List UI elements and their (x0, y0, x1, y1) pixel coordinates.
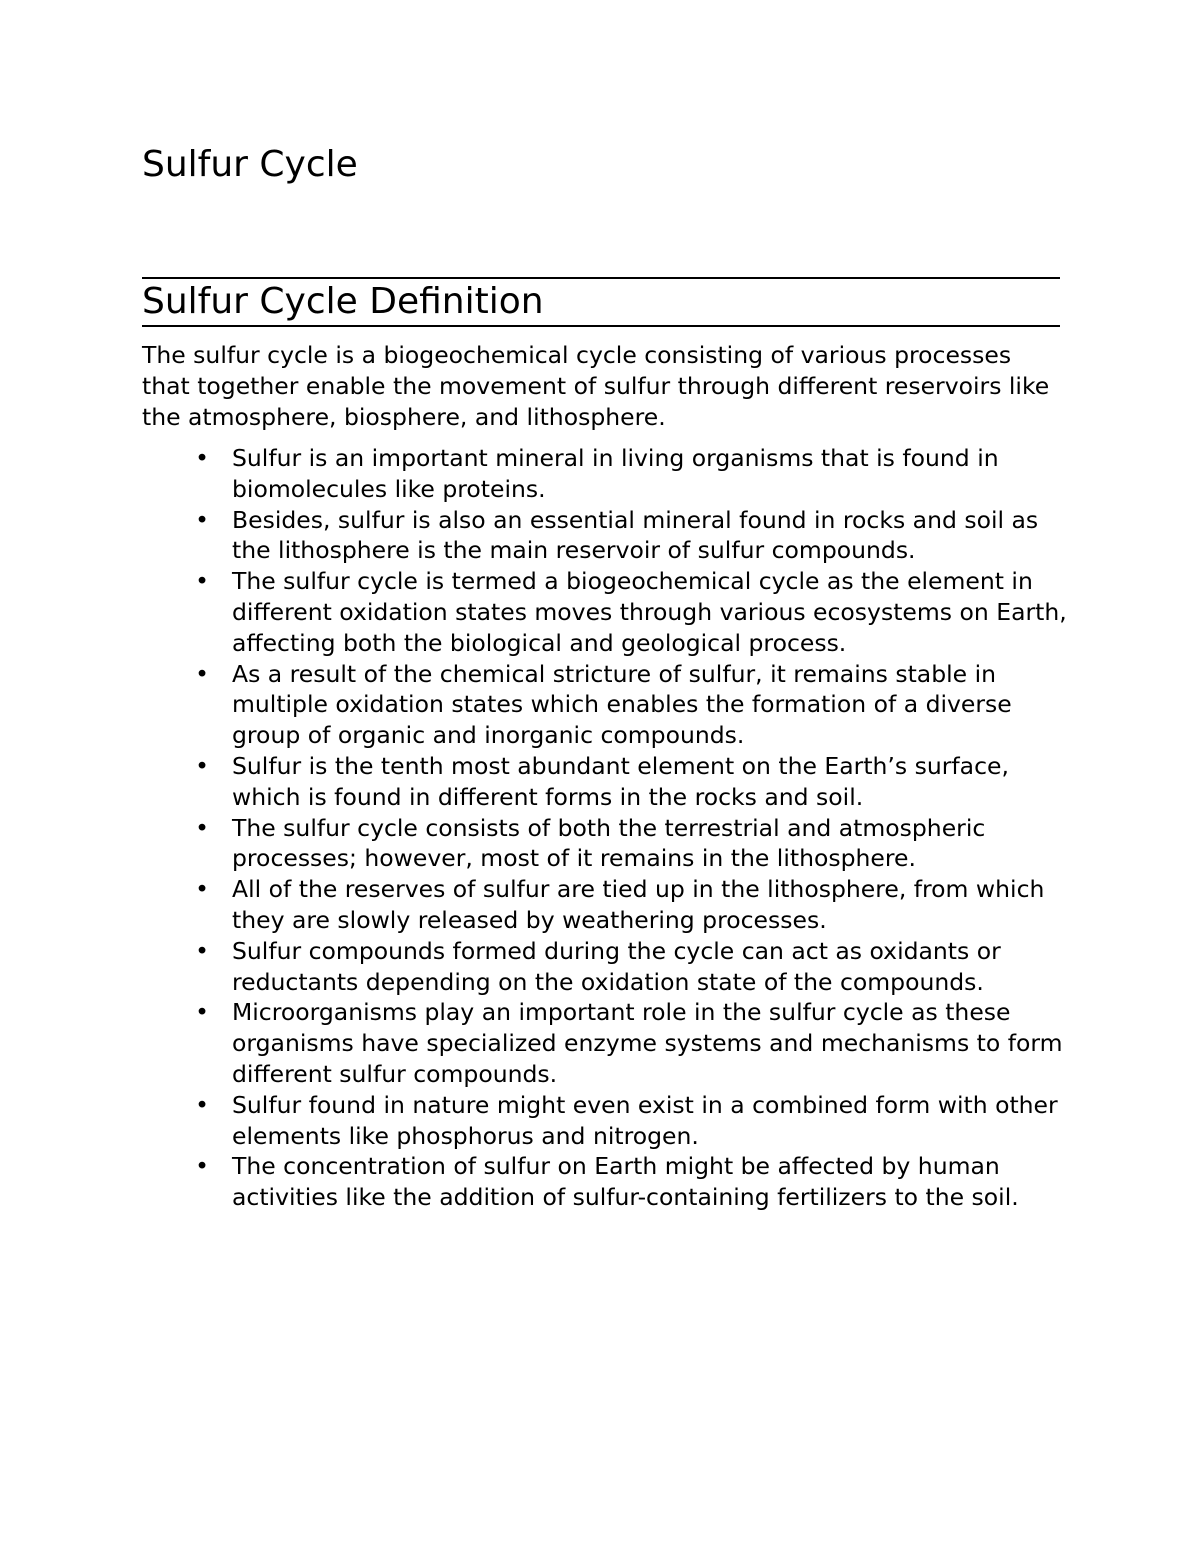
list-item-text: The sulfur cycle is termed a biogeochemical cycle as the element in different oxidation states moves through various ecosystems on Earth, affecting both the biological and geological process. (232, 567, 1067, 657)
bullet-icon: • (195, 659, 209, 688)
list-item (192, 751, 1072, 813)
bullet-icon: • (195, 1090, 209, 1119)
list-item-text: The sulfur cycle consists of both the terrestrial and atmospheric processes; however, most of it remains in the lithosphere. (232, 813, 986, 873)
list-item-text: The concentration of sulfur on Earth might be affected by human activities like the addition of sulfur-containing fertilizers to the soil. (232, 1152, 1019, 1212)
bullet-list (192, 443, 1072, 1213)
list-item (192, 874, 1072, 936)
bullet-icon: • (195, 998, 209, 1027)
bullet-icon: • (195, 751, 209, 780)
list-item (192, 1090, 1072, 1152)
list-item (192, 505, 1072, 567)
bullet-icon: • (195, 875, 209, 904)
bullet-icon: • (195, 1152, 209, 1181)
list-item (192, 659, 1072, 751)
list-item-text: As a result of the chemical stricture of sulfur, it remains stable in multiple oxidation states which enables the formation of a diverse group of organic and inorganic compounds. (232, 659, 1012, 750)
section-title: Sulfur Cycle Definition (142, 281, 544, 322)
bullet-icon: • (195, 444, 209, 472)
list-item (192, 1151, 1072, 1213)
list-item (192, 936, 1072, 998)
bullet-icon: • (195, 505, 209, 534)
list-item (192, 997, 1072, 1089)
list-item-text: Besides, sulfur is also an essential mineral found in rocks and soil as the lithosphere is the main reservoir of sulfur compounds. (232, 505, 1039, 565)
list-item (192, 443, 1072, 505)
list-item-text: Sulfur is an important mineral in living organisms that is found in biomolecules like proteins. (232, 444, 999, 503)
document-title: Sulfur Cycle (142, 144, 358, 185)
section-header (142, 260, 1060, 328)
section-divider-top (142, 277, 1060, 279)
section-divider-bottom (142, 325, 1060, 327)
list-item-text: Sulfur is the tenth most abundant element on the Earth’s surface, which is found in different forms in the rocks and soil. (232, 751, 1009, 811)
list-item (192, 813, 1072, 875)
list-item (192, 566, 1072, 658)
bullet-icon: • (195, 936, 209, 965)
bullet-icon: • (195, 567, 209, 596)
list-item-text: All of the reserves of sulfur are tied up in the lithosphere, from which they are slowly released by weathering processes. (232, 875, 1045, 934)
list-item-text: Sulfur found in nature might even exist in a combined form with other elements like phosphorus and nitrogen. (232, 1090, 1058, 1150)
list-item-text: Sulfur compounds formed during the cycle can act as oxidants or reductants depending on the oxidation state of the compounds. (232, 936, 1001, 996)
bullet-icon: • (195, 813, 209, 842)
intro-paragraph: The sulfur cycle is a biogeochemical cycle consisting of various processes that together enable the movement of sulfur through different reservoirs like the atmosphere, biosphere, and lithosphere. (142, 341, 1050, 431)
list-item-text: Microorganisms play an important role in the sulfur cycle as these organisms have specialized enzyme systems and mechanisms to form different sulfur compounds. (232, 998, 1063, 1088)
